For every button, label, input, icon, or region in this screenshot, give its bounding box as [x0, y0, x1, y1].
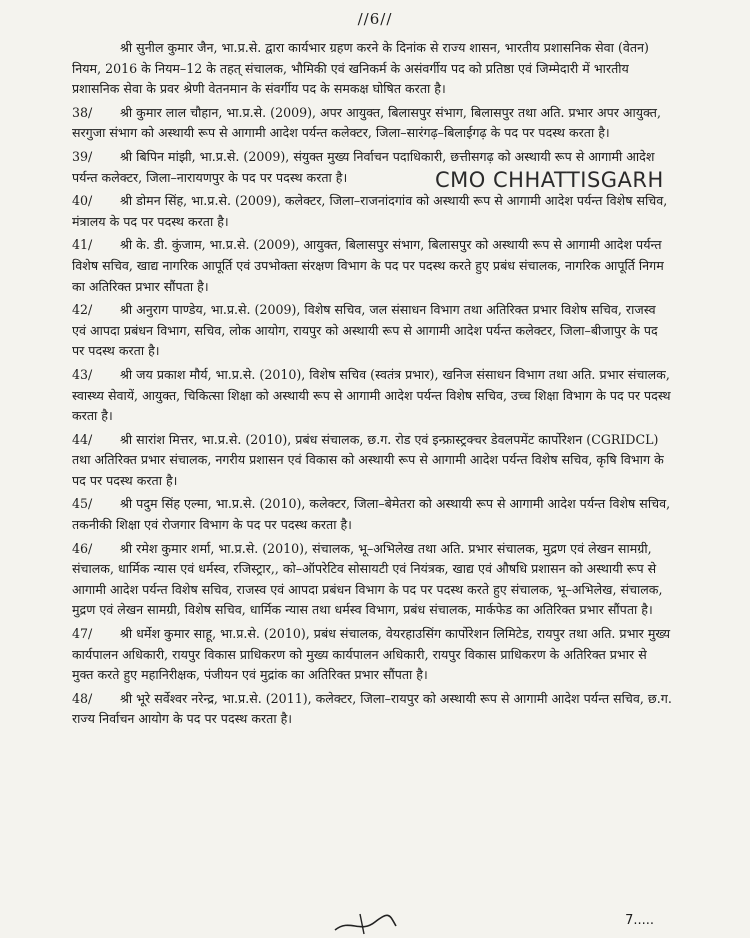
entry-number: 44/ [72, 431, 93, 447]
entry-number: 46/ [72, 540, 93, 556]
entry-text: श्री कुमार लाल चौहान, भा.प्र.से. (2009), अपर आयुक्त, बिलासपुर संभाग, बिलासपुर तथा अति. प्रभार अपर आयुक्त, सरगुजा संभाग को अस्थायी रूप से आगामी आदेश पर्यन्त कलेक्टर, जिला–सारंगढ़–बिलाईगढ़ के पद पर पदस्थ करता है। [72, 104, 661, 141]
entry-number: 41/ [72, 237, 93, 253]
order-entry [72, 689, 672, 730]
signature-mark [330, 910, 400, 936]
order-entry [72, 365, 672, 427]
entry-number: 42/ [72, 302, 93, 318]
order-entry [72, 235, 672, 297]
entry-text: श्री रमेश कुमार शर्मा, भा.प्र.से. (2010), संचालक, भू–अभिलेख तथा अति. प्रभार संचालक, मुद्रण एवं लेखन सामग्री, संचालक, धार्मिक न्यास एवं धर्मस्व, रजिस्ट्रार,, को–ऑपरेटिव सोसायटी एवं नियंत्रक, खाद्य एवं औषधि प्रशासन को अस्थायी रूप से आगामी आदेश पर्यन्त विशेष सचिव, राजस्व एवं आपदा प्रबंधन विभाग के पद पर पदस्थ करते हुए संचालक, भू–अभिलेख, संचालक, मुद्रण एवं लेखन सामग्री, विशेष सचिव, धार्मिक न्यास तथा धर्मस्व विभाग, प्रबंध संचालक, मार्कफेड का अतिरिक्त प्रभार सौंपता है। [72, 540, 663, 618]
entry-text: श्री धर्मेश कुमार साहू, भा.प्र.से. (2010), प्रबंध संचालक, वेयरहाउसिंग कार्पोरेशन लिमिटेड, रायपुर तथा अति. प्रभार मुख्य कार्यपालन अधिकारी, रायपुर विकास प्राधिकरण को मुख्य कार्यपालन अधिकारी, रायपुर विकास प्राधिकरण के अतिरिक्त प्रभार से मुक्त करते हुए महानिरीक्षक, पंजीयन एवं मुद्रांक का अतिरिक्त प्रभार सौंपता है। [72, 626, 671, 683]
entry-number: 45/ [72, 496, 93, 512]
entry-number: 43/ [72, 366, 93, 382]
entry-text: श्री डोमन सिंह, भा.प्र.से. (2009), कलेक्टर, जिला–राजनांदगांव को अस्थायी रूप से आगामी आदेश पर्यन्त विशेष सचिव, मंत्रालय के पद पर पदस्थ करता है। [72, 193, 668, 229]
entry-text: श्री अनुराग पाण्डेय, भा.प्र.से. (2009), विशेष सचिव, जल संसाधन विभाग तथा अतिरिक्त प्रभार विशेष सचिव, राजस्व एवं आपदा प्रबंधन विभाग, सचिव, लोक आयोग, रायपुर को अस्थायी रूप से आगामी आदेश पर्यन्त कलेक्टर, जिला–बीजापुर के पद पर पदस्थ करता है। [72, 302, 658, 359]
watermark-text: CMO CHHATTISGARH [435, 168, 664, 192]
page-number: //6// [357, 10, 393, 28]
entry-text: श्री बिपिन मांझी, भा.प्र.से. (2009), संयुक्त मुख्य निर्वाचन पदाधिकारी, छत्तीसगढ़ को अस्थायी रूप से आगामी आदेश पर्यन्त कलेक्टर, जिला–नारायणपुर के पद पर पदस्थ करता है। [72, 148, 655, 185]
continuation-mark: 7..... [625, 913, 654, 928]
entry-number: 47/ [72, 626, 93, 642]
order-entry [72, 430, 672, 492]
entry-text: श्री के. डी. कुंजाम, भा.प्र.से. (2009), आयुक्त, बिलासपुर संभाग, बिलासपुर को अस्थायी रूप से आगामी आदेश पर्यन्त विशेष सचिव, खाद्य नागरिक आपूर्ति एवं उपभोक्ता संरक्षण विभाग के पद पर पदस्थ करते हुए प्रबंध संचालक, नागरिक आपूर्ति निगम का अतिरिक्त प्रभार सौंपता है। [72, 237, 664, 294]
entry-text: श्री सारांश मित्तर, भा.प्र.से. (2010), प्रबंध संचालक, छ.ग. रोड एवं इन्फ्रास्ट्रक्चर डेवलपमेंट कार्पोरेशन (CGRIDCL) तथा अतिरिक्त प्रभार संचालक, नगरीय प्रशासन एवं विकास को अस्थायी रूप से आगामी आदेश पर्यन्त विशेष सचिव, कृषि विभाग के पद पर पदस्थ करता है। [72, 431, 664, 488]
order-entry [72, 539, 672, 621]
entry-text: श्री भूरे सर्वेश्वर नरेन्द्र, भा.प्र.से. (2011), कलेक्टर, जिला–रायपुर को अस्थायी रूप से आगामी आदेश पर्यन्त सचिव, छ.ग. राज्य निर्वाचन आयोग के पद पर पदस्थ करता है। [72, 690, 672, 727]
order-entry [72, 300, 672, 362]
entry-text: श्री पदुम सिंह एल्मा, भा.प्र.से. (2010), कलेक्टर, जिला–बेमेतरा को अस्थायी रूप से आगामी आदेश पर्यन्त विशेष सचिव, तकनीकी शिक्षा एवं रोजगार विभाग के पद पर पदस्थ करता है। [72, 496, 671, 533]
entry-number: 48/ [72, 690, 93, 706]
order-entries [72, 38, 672, 733]
entry-list [72, 103, 672, 730]
order-entry [72, 103, 672, 144]
entry-number: 39/ [72, 148, 93, 164]
order-entry [72, 191, 672, 232]
entry-number: 40/ [72, 193, 93, 209]
order-entry [72, 494, 672, 535]
order-entry [72, 624, 672, 686]
entry-number: 38/ [72, 104, 93, 120]
intro-paragraph: श्री सुनील कुमार जैन, भा.प्र.से. द्वारा कार्यभार ग्रहण करने के दिनांक से राज्य शासन, भारतीय प्रशासनिक सेवा (वेतन) नियम, 2016 के नियम–12 के तहत् संचालक, भौमिकी एवं खनिकर्म के असंवर्गीय पद को प्रतिष्ठा एवं जिम्मेदारी में भारतीय प्रशासनिक सेवा के प्रवर श्रेणी वेतनमान के संवर्गीय पद के समकक्ष घोषित करता है। [72, 40, 649, 97]
entry-text: श्री जय प्रकाश मौर्य, भा.प्र.से. (2010), विशेष सचिव (स्वतंत्र प्रभार), खनिज संसाधन विभाग तथा अति. प्रभार संचालक, स्वास्थ्य सेवायें, आयुक्त, चिकित्सा शिक्षा को अस्थायी रूप से आगामी आदेश पर्यन्त विशेष सचिव, उच्च शिक्षा विभाग के पद पर पदस्थ करता है। [72, 366, 671, 424]
